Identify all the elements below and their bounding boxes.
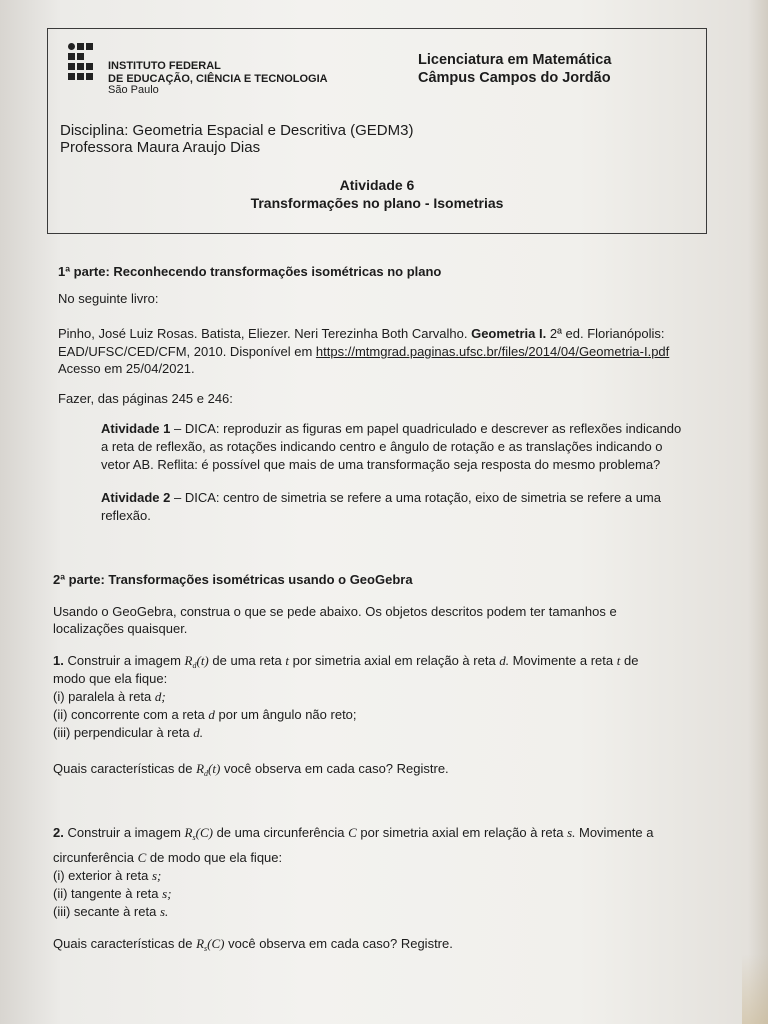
reference-access-date: Acesso em 25/04/2021. — [58, 361, 195, 376]
institute-name-line2: DE EDUCAÇÃO, CIÊNCIA E TECNOLOGIA — [108, 73, 328, 85]
part2-heading: 2ª parte: Transformações isométricas usando o GeoGebra — [53, 572, 413, 587]
pages-instruction: Fazer, das páginas 245 e 246: — [58, 391, 233, 406]
question1-item-iii: (iii) perpendicular à reta d. — [53, 725, 203, 740]
campus-name: Câmpus Campos do Jordão — [418, 70, 611, 86]
institute-logo — [68, 43, 102, 91]
question1-line2: modo que ela fique: — [53, 671, 168, 686]
part2-intro-line2: localizações quaisquer. — [53, 621, 188, 636]
institute-name-line1: INSTITUTO FEDERAL — [108, 60, 221, 72]
geometria-pdf-link[interactable]: https://mtmgrad.paginas.ufsc.br/files/2014/04/Geometria-I.pdf — [315, 344, 670, 359]
activity1-line2: a reta de reflexão, as rotações indicando centro e ângulo de rotação e as translações indicando o — [101, 439, 663, 454]
activity1-line3: vetor AB. Reflita: é possível que mais de uma transformação seja resposta do mesmo problema? — [101, 457, 661, 472]
page-corner-stain — [742, 954, 768, 1024]
activity2-line1: Atividade 2 – DICA: centro de simetria se refere a uma rotação, eixo de simetria se refere a uma — [101, 490, 661, 505]
part1-heading: 1ª parte: Reconhecendo transformações isométricas no plano — [58, 264, 442, 279]
professor: Professora Maura Araujo Dias — [60, 139, 261, 156]
activity1-line1: Atividade 1 – DICA: reproduzir as figuras em papel quadriculado e descrever as reflexões indicando — [101, 421, 682, 436]
question2-item-ii: (ii) tangente à reta s; — [53, 886, 172, 901]
discipline: Disciplina: Geometria Espacial e Descritiva (GEDM3) — [60, 122, 414, 139]
activity-number: Atividade 6 — [339, 177, 415, 193]
question2-prompt: Quais características de $R_s(C)$ você observa em cada caso? Registre. — [53, 936, 453, 953]
question1-line1: 1. Construir a imagem $R_d(t)$ de uma reta t por simetria axial em relação à reta d. Movimente a reta t de — [53, 653, 639, 670]
reference-line1: Pinho, José Luiz Rosas. Batista, Eliezer. Neri Terezinha Both Carvalho. Geometria I. 2ª ed. Florianópolis: — [58, 326, 665, 341]
page-edge-shadow — [748, 0, 768, 1024]
activity2-line2: reflexão. — [101, 508, 151, 523]
activity-title: Transformações no plano - Isometrias — [250, 195, 504, 211]
part2-intro-line1: Usando o GeoGebra, construa o que se pede abaixo. Os objetos descritos podem ter tamanhos e — [53, 604, 617, 619]
question1-prompt: Quais características de $R_d(t)$ você observa em cada caso? Registre. — [53, 761, 449, 778]
question2-item-iii: (iii) secante à reta s. — [53, 904, 169, 919]
question1-item-ii: (ii) concorrente com a reta d por um ângulo não reto; — [53, 707, 357, 722]
reference-line2: EAD/UFSC/CED/CFM, 2010. Disponível em https://mtmgrad.paginas.ufsc.br/files/2014/04/Geometria-I.pdf — [58, 344, 670, 359]
question2-line1: 2. Construir a imagem $R_s(C)$ de uma circunferência C por simetria axial em relação à reta s. Movimente a — [53, 825, 654, 842]
question2-item-i: (i) exterior à reta s; — [53, 868, 162, 883]
course-name: Licenciatura em Matemática — [418, 52, 612, 68]
part1-intro: No seguinte livro: — [58, 291, 159, 306]
institute-name-line3: São Paulo — [108, 84, 159, 96]
question1-item-i: (i) paralela à reta d; — [53, 689, 166, 704]
question2-line2: circunferência C de modo que ela fique: — [53, 850, 283, 865]
